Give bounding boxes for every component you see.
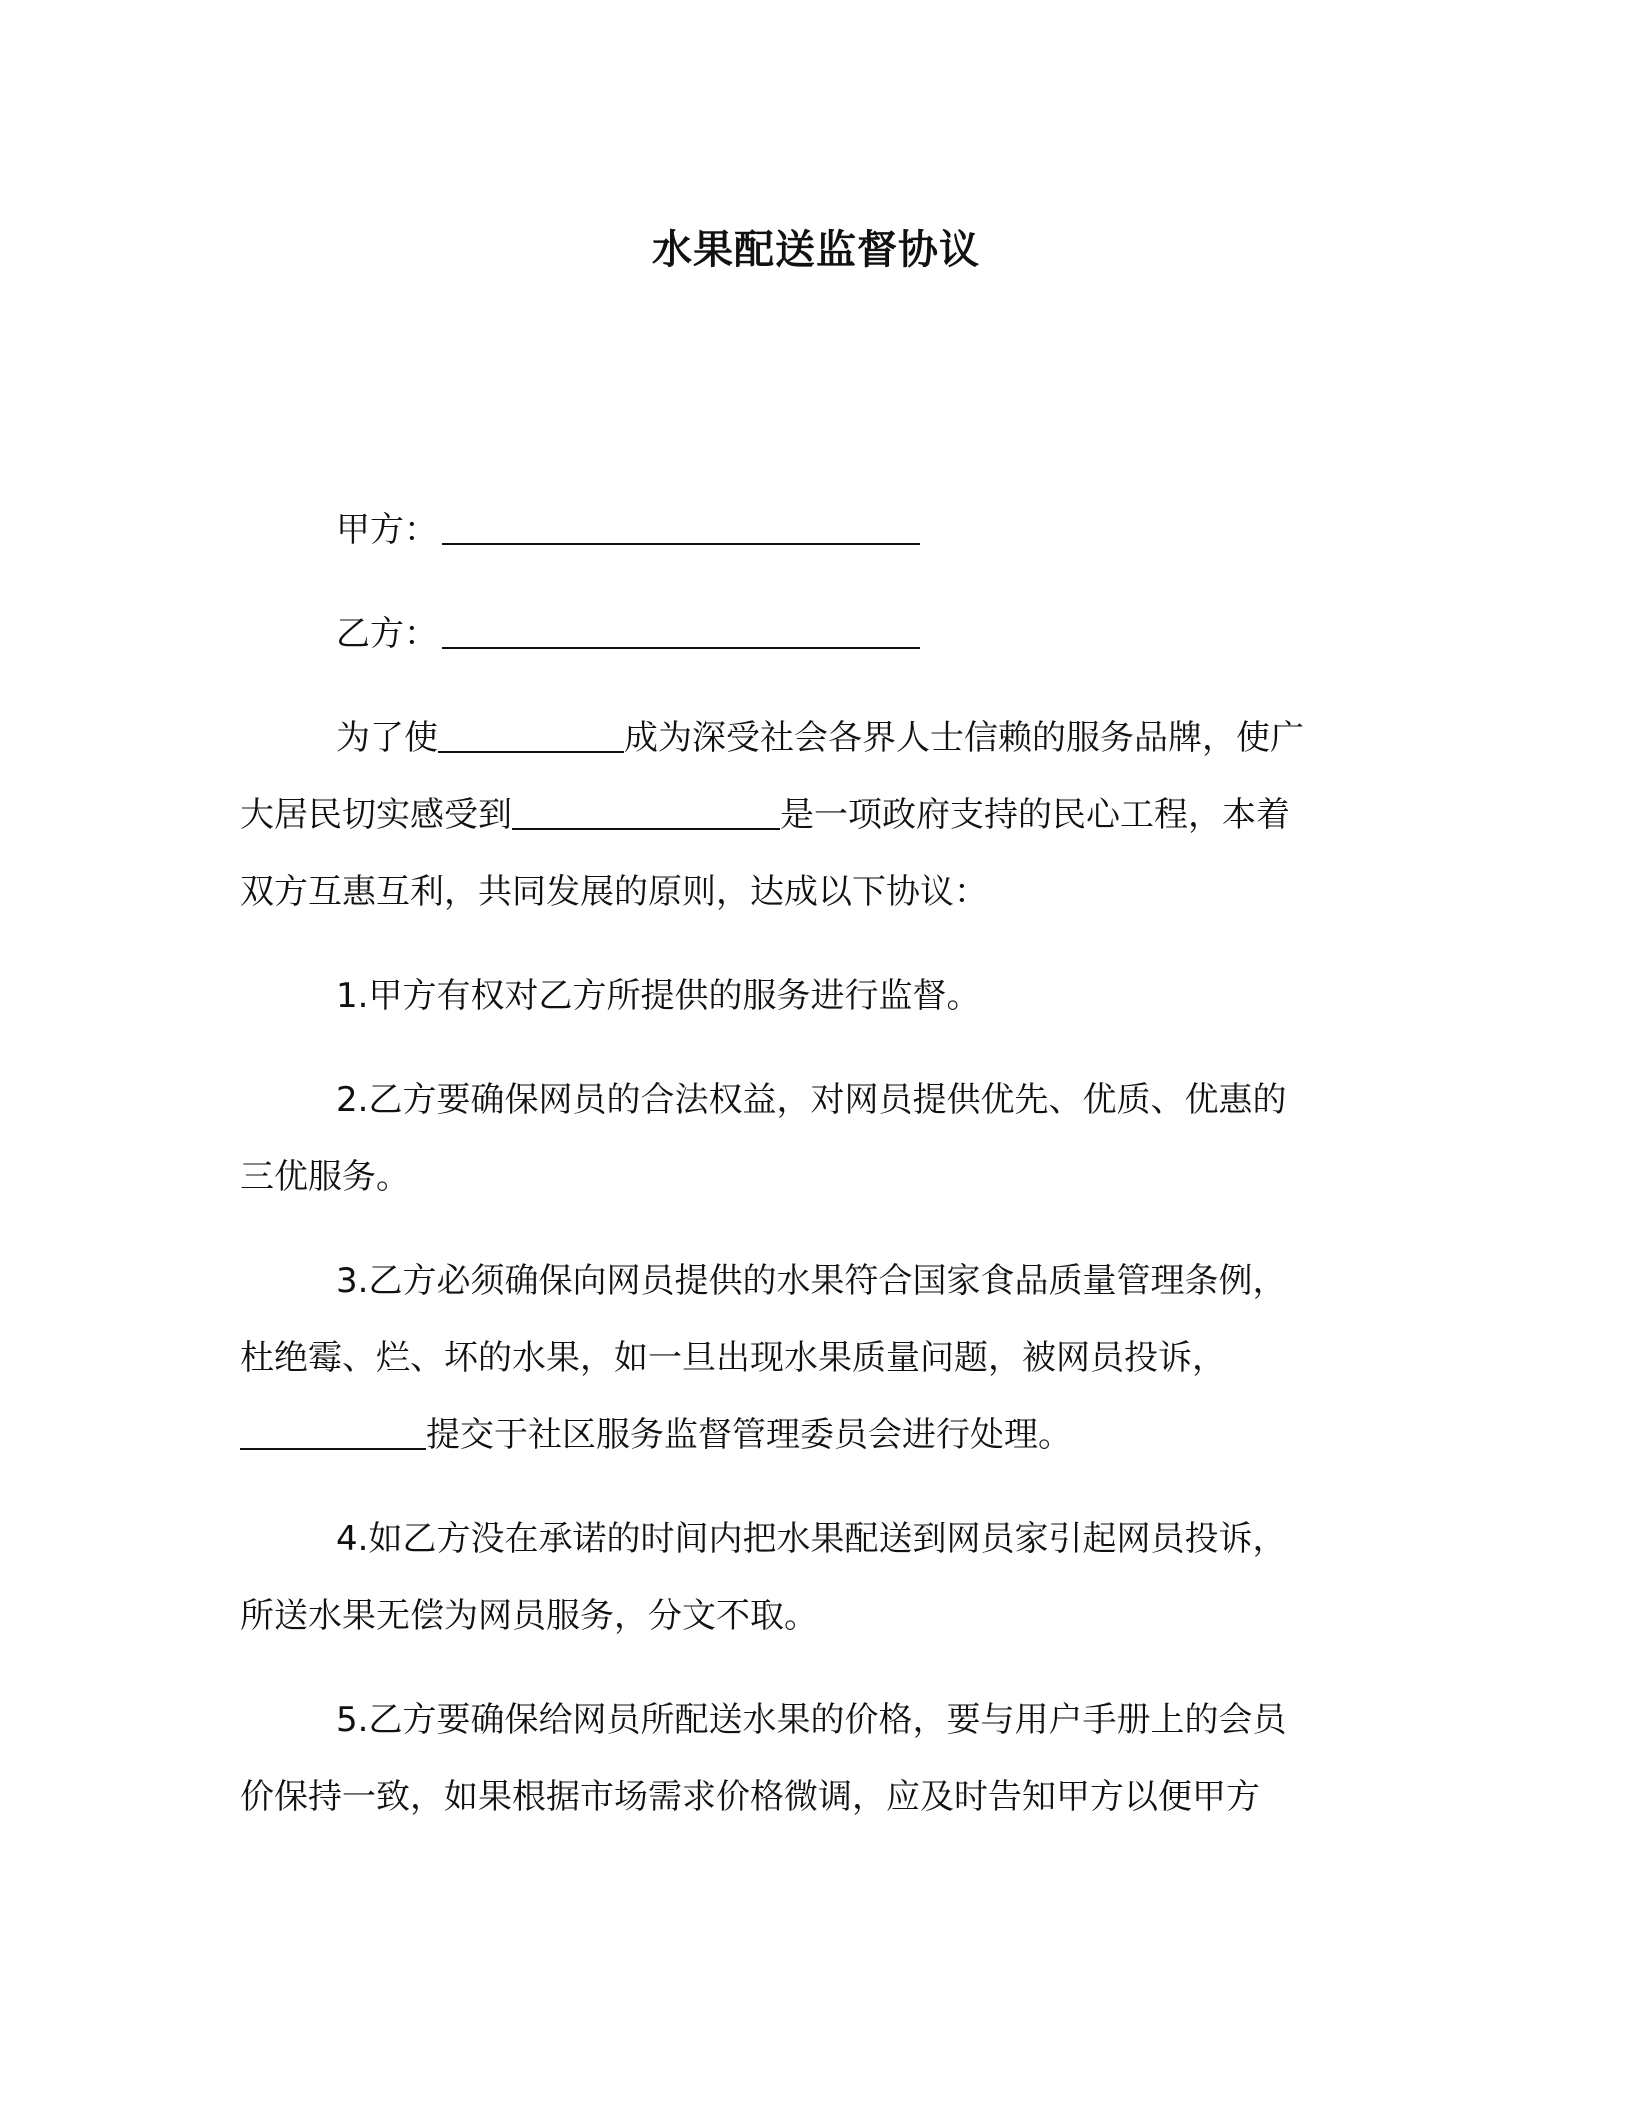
party-b-blank[interactable]: [442, 617, 920, 649]
preamble-text: 为了使: [336, 718, 438, 758]
clause-5-line-2: 价保持一致，如果根据市场需求价格微调，应及时告知甲方以便甲方: [240, 1777, 1260, 1817]
party-b-label: 乙方：: [336, 614, 438, 654]
preamble-text: 大居民切实感受到: [240, 795, 512, 835]
preamble-line-1: [240, 700, 1390, 777]
clause-4: [240, 1501, 1390, 1655]
clause-3-line-1: 3.乙方必须确保向网员提供的水果符合国家食品质量管理条例，: [336, 1261, 1287, 1301]
clause-4-line-1: 4.如乙方没在承诺的时间内把水果配送到网员家引起网员投诉，: [336, 1519, 1287, 1559]
clause-2: [240, 1062, 1390, 1216]
clause-5-line-1: 5.乙方要确保给网员所配送水果的价格，要与用户手册上的会员: [336, 1700, 1287, 1740]
document-title: 水果配送监督协议: [652, 227, 980, 273]
party-a-label: 甲方：: [336, 510, 438, 550]
clause-4-line-2: 所送水果无偿为网员服务，分文不取。: [240, 1596, 818, 1636]
clause-2-line-2: 三优服务。: [240, 1157, 410, 1197]
party-b-line: [240, 596, 1390, 673]
clause-3-text: 提交于社区服务监督管理委员会进行处理。: [426, 1415, 1072, 1455]
clause-3: [240, 1243, 1390, 1474]
clause-3-line-3: [240, 1397, 1390, 1474]
party-a-blank[interactable]: [442, 513, 920, 545]
party-a-line: [240, 492, 1390, 569]
responsible-party-blank[interactable]: [240, 1418, 426, 1450]
preamble-paragraph: [240, 700, 1390, 931]
clause-2-line-1: 2.乙方要确保网员的合法权益，对网员提供优先、优质、优惠的: [336, 1080, 1287, 1120]
clause-1: 1.甲方有权对乙方所提供的服务进行监督。: [336, 976, 981, 1016]
document-body: [240, 492, 1390, 1836]
project-blank[interactable]: [512, 798, 780, 830]
preamble-text: 成为深受社会各界人士信赖的服务品牌，使广: [624, 718, 1304, 758]
preamble-text: 是一项政府支持的民心工程，本着: [780, 795, 1290, 835]
preamble-line-3: 双方互惠互利，共同发展的原则，达成以下协议：: [240, 872, 988, 912]
clause-3-line-2: 杜绝霉、烂、坏的水果，如一旦出现水果质量问题，被网员投诉，: [240, 1338, 1226, 1378]
clause-5: [240, 1682, 1390, 1836]
brand-blank[interactable]: [438, 721, 624, 753]
preamble-line-2: [240, 777, 1390, 854]
